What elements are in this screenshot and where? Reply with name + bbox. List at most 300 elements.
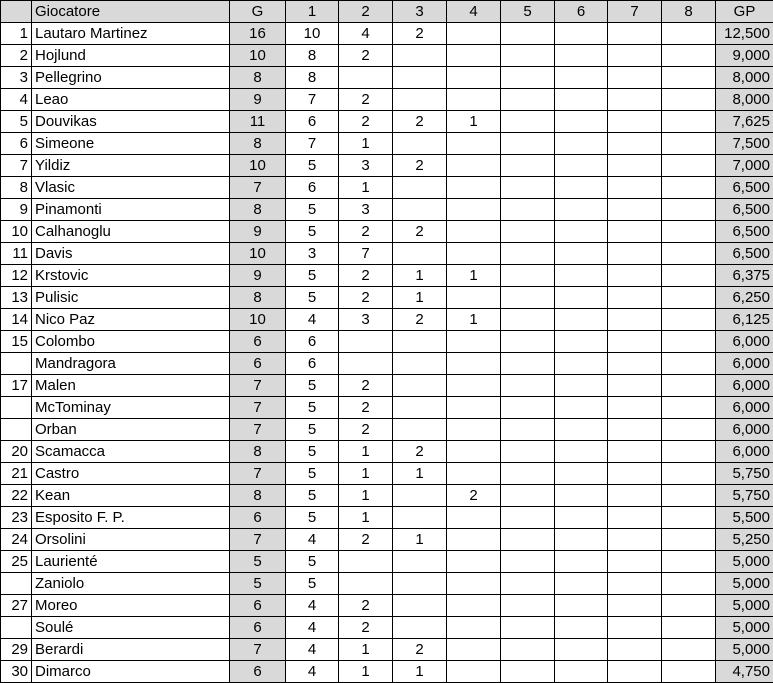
header-player: Giocatore — [32, 1, 230, 23]
col-5-cell — [501, 485, 555, 507]
col-3-cell — [393, 45, 447, 67]
player-name-cell: Krstovic — [32, 265, 230, 287]
header-g: G — [230, 1, 286, 23]
rank-cell: 27 — [1, 595, 32, 617]
gp-cell: 6,000 — [716, 331, 773, 353]
player-name-cell: Berardi — [32, 639, 230, 661]
col-3-cell — [393, 67, 447, 89]
col-7-cell — [608, 529, 662, 551]
table-row — [1, 353, 773, 375]
col-4-cell: 1 — [447, 111, 501, 133]
col-3-cell — [393, 595, 447, 617]
col-4-cell — [447, 375, 501, 397]
col-8-cell — [662, 397, 716, 419]
col-8-cell — [662, 529, 716, 551]
col-6-cell — [555, 111, 608, 133]
col-4-cell — [447, 639, 501, 661]
col-4-cell — [447, 419, 501, 441]
g-cell: 11 — [230, 111, 286, 133]
gp-cell: 6,125 — [716, 309, 773, 331]
table-row — [1, 133, 773, 155]
player-name-cell: Leao — [32, 89, 230, 111]
col-8-cell — [662, 463, 716, 485]
col-2-cell: 1 — [339, 507, 393, 529]
g-cell: 8 — [230, 199, 286, 221]
col-2-cell: 1 — [339, 133, 393, 155]
g-cell: 10 — [230, 243, 286, 265]
col-4-cell — [447, 243, 501, 265]
rank-cell: 20 — [1, 441, 32, 463]
table-body — [1, 23, 773, 683]
rank-cell: 23 — [1, 507, 32, 529]
col-1-cell: 5 — [286, 551, 339, 573]
col-8-cell — [662, 243, 716, 265]
table-row — [1, 463, 773, 485]
g-cell: 6 — [230, 507, 286, 529]
col-4-cell — [447, 45, 501, 67]
col-6-cell — [555, 45, 608, 67]
col-2-cell: 3 — [339, 309, 393, 331]
gp-cell: 6,000 — [716, 353, 773, 375]
col-1-cell: 6 — [286, 177, 339, 199]
col-3-cell: 2 — [393, 155, 447, 177]
col-6-cell — [555, 309, 608, 331]
col-4-cell — [447, 287, 501, 309]
col-5-cell — [501, 331, 555, 353]
rank-cell — [1, 419, 32, 441]
rank-cell: 13 — [1, 287, 32, 309]
table-header — [1, 1, 773, 23]
col-4-cell — [447, 661, 501, 683]
col-6-cell — [555, 177, 608, 199]
col-2-cell: 4 — [339, 23, 393, 45]
col-5-cell — [501, 639, 555, 661]
player-name-cell: Douvikas — [32, 111, 230, 133]
col-3-cell: 2 — [393, 639, 447, 661]
col-5-cell — [501, 199, 555, 221]
col-3-cell: 2 — [393, 309, 447, 331]
gp-cell: 6,500 — [716, 177, 773, 199]
player-name-cell: Lautaro Martinez — [32, 23, 230, 45]
player-name-cell: Esposito F. P. — [32, 507, 230, 529]
player-name-cell: Malen — [32, 375, 230, 397]
header-1: 1 — [286, 1, 339, 23]
col-3-cell — [393, 375, 447, 397]
col-6-cell — [555, 507, 608, 529]
col-2-cell: 1 — [339, 177, 393, 199]
col-5-cell — [501, 441, 555, 463]
table-row — [1, 661, 773, 683]
rank-cell: 7 — [1, 155, 32, 177]
col-2-cell: 2 — [339, 45, 393, 67]
g-cell: 8 — [230, 133, 286, 155]
player-name-cell: Laurienté — [32, 551, 230, 573]
col-7-cell — [608, 133, 662, 155]
col-6-cell — [555, 287, 608, 309]
gp-cell: 8,000 — [716, 67, 773, 89]
col-1-cell: 5 — [286, 441, 339, 463]
col-3-cell — [393, 617, 447, 639]
col-3-cell — [393, 573, 447, 595]
rank-cell: 22 — [1, 485, 32, 507]
rank-cell — [1, 617, 32, 639]
col-1-cell: 6 — [286, 331, 339, 353]
gp-cell: 5,750 — [716, 485, 773, 507]
col-6-cell — [555, 155, 608, 177]
player-name-cell: Orban — [32, 419, 230, 441]
col-7-cell — [608, 243, 662, 265]
col-3-cell — [393, 199, 447, 221]
g-cell: 6 — [230, 331, 286, 353]
col-2-cell: 1 — [339, 639, 393, 661]
player-name-cell: Orsolini — [32, 529, 230, 551]
col-6-cell — [555, 331, 608, 353]
col-3-cell: 1 — [393, 463, 447, 485]
g-cell: 9 — [230, 221, 286, 243]
g-cell: 8 — [230, 67, 286, 89]
col-8-cell — [662, 199, 716, 221]
col-3-cell — [393, 419, 447, 441]
col-4-cell — [447, 551, 501, 573]
col-3-cell — [393, 397, 447, 419]
col-8-cell — [662, 331, 716, 353]
rank-cell: 10 — [1, 221, 32, 243]
col-1-cell: 5 — [286, 375, 339, 397]
col-4-cell: 1 — [447, 309, 501, 331]
col-5-cell — [501, 23, 555, 45]
table-row — [1, 331, 773, 353]
rank-cell: 1 — [1, 23, 32, 45]
header-6: 6 — [555, 1, 608, 23]
col-4-cell: 2 — [447, 485, 501, 507]
col-8-cell — [662, 573, 716, 595]
g-cell: 8 — [230, 485, 286, 507]
col-4-cell — [447, 573, 501, 595]
col-2-cell: 2 — [339, 529, 393, 551]
player-name-cell: Hojlund — [32, 45, 230, 67]
col-4-cell: 1 — [447, 265, 501, 287]
col-8-cell — [662, 67, 716, 89]
g-cell: 10 — [230, 309, 286, 331]
col-2-cell: 1 — [339, 441, 393, 463]
gp-cell: 6,500 — [716, 221, 773, 243]
col-2-cell — [339, 67, 393, 89]
col-7-cell — [608, 397, 662, 419]
player-name-cell: Pellegrino — [32, 67, 230, 89]
rank-cell: 17 — [1, 375, 32, 397]
col-1-cell: 5 — [286, 199, 339, 221]
g-cell: 8 — [230, 287, 286, 309]
col-1-cell: 5 — [286, 265, 339, 287]
col-5-cell — [501, 243, 555, 265]
player-name-cell: Simeone — [32, 133, 230, 155]
col-5-cell — [501, 221, 555, 243]
col-4-cell — [447, 595, 501, 617]
col-1-cell: 7 — [286, 133, 339, 155]
col-6-cell — [555, 463, 608, 485]
col-3-cell — [393, 133, 447, 155]
col-7-cell — [608, 23, 662, 45]
table-row — [1, 529, 773, 551]
col-3-cell — [393, 551, 447, 573]
col-6-cell — [555, 617, 608, 639]
header-2: 2 — [339, 1, 393, 23]
col-1-cell: 5 — [286, 463, 339, 485]
player-name-cell: Castro — [32, 463, 230, 485]
col-7-cell — [608, 45, 662, 67]
rank-cell: 15 — [1, 331, 32, 353]
g-cell: 10 — [230, 45, 286, 67]
player-name-cell: Kean — [32, 485, 230, 507]
col-1-cell: 8 — [286, 67, 339, 89]
table-row — [1, 375, 773, 397]
gp-cell: 5,250 — [716, 529, 773, 551]
col-3-cell: 1 — [393, 529, 447, 551]
player-name-cell: Calhanoglu — [32, 221, 230, 243]
col-1-cell: 5 — [286, 155, 339, 177]
table-row — [1, 507, 773, 529]
col-8-cell — [662, 89, 716, 111]
col-4-cell — [447, 463, 501, 485]
col-6-cell — [555, 133, 608, 155]
col-8-cell — [662, 441, 716, 463]
gp-cell: 6,500 — [716, 199, 773, 221]
col-4-cell — [447, 133, 501, 155]
table-row — [1, 243, 773, 265]
col-1-cell: 4 — [286, 639, 339, 661]
col-7-cell — [608, 661, 662, 683]
col-1-cell: 4 — [286, 617, 339, 639]
gp-cell: 6,000 — [716, 441, 773, 463]
col-7-cell — [608, 595, 662, 617]
rank-cell: 14 — [1, 309, 32, 331]
col-7-cell — [608, 177, 662, 199]
col-5-cell — [501, 133, 555, 155]
col-8-cell — [662, 45, 716, 67]
col-7-cell — [608, 441, 662, 463]
gp-cell: 5,000 — [716, 595, 773, 617]
col-6-cell — [555, 419, 608, 441]
col-5-cell — [501, 287, 555, 309]
col-7-cell — [608, 353, 662, 375]
rank-cell: 24 — [1, 529, 32, 551]
table-row — [1, 639, 773, 661]
table-row — [1, 199, 773, 221]
col-3-cell — [393, 89, 447, 111]
col-4-cell — [447, 89, 501, 111]
rank-cell: 8 — [1, 177, 32, 199]
header-3: 3 — [393, 1, 447, 23]
rank-cell: 25 — [1, 551, 32, 573]
gp-cell: 5,500 — [716, 507, 773, 529]
col-8-cell — [662, 177, 716, 199]
col-3-cell — [393, 331, 447, 353]
col-2-cell — [339, 551, 393, 573]
col-7-cell — [608, 287, 662, 309]
col-6-cell — [555, 221, 608, 243]
g-cell: 8 — [230, 441, 286, 463]
g-cell: 7 — [230, 375, 286, 397]
col-1-cell: 6 — [286, 353, 339, 375]
col-8-cell — [662, 595, 716, 617]
col-2-cell: 1 — [339, 661, 393, 683]
gp-cell: 6,000 — [716, 375, 773, 397]
col-8-cell — [662, 617, 716, 639]
col-2-cell: 1 — [339, 463, 393, 485]
col-2-cell: 2 — [339, 419, 393, 441]
col-3-cell: 2 — [393, 23, 447, 45]
player-name-cell: Pulisic — [32, 287, 230, 309]
col-1-cell: 6 — [286, 111, 339, 133]
col-6-cell — [555, 265, 608, 287]
rank-cell: 5 — [1, 111, 32, 133]
gp-cell: 6,000 — [716, 397, 773, 419]
col-5-cell — [501, 617, 555, 639]
gp-cell: 5,000 — [716, 617, 773, 639]
col-6-cell — [555, 199, 608, 221]
player-name-cell: Zaniolo — [32, 573, 230, 595]
player-name-cell: Yildiz — [32, 155, 230, 177]
gp-cell: 6,375 — [716, 265, 773, 287]
header-5: 5 — [501, 1, 555, 23]
rank-cell: 4 — [1, 89, 32, 111]
col-1-cell: 5 — [286, 507, 339, 529]
col-3-cell: 1 — [393, 265, 447, 287]
g-cell: 6 — [230, 661, 286, 683]
table-row — [1, 573, 773, 595]
col-7-cell — [608, 573, 662, 595]
gp-cell: 4,750 — [716, 661, 773, 683]
g-cell: 16 — [230, 23, 286, 45]
col-8-cell — [662, 23, 716, 45]
col-5-cell — [501, 177, 555, 199]
player-name-cell: Colombo — [32, 331, 230, 353]
col-2-cell: 2 — [339, 221, 393, 243]
table-row — [1, 485, 773, 507]
col-3-cell — [393, 485, 447, 507]
col-3-cell: 2 — [393, 111, 447, 133]
g-cell: 5 — [230, 573, 286, 595]
player-name-cell: Nico Paz — [32, 309, 230, 331]
player-name-cell: Scamacca — [32, 441, 230, 463]
header-8: 8 — [662, 1, 716, 23]
col-7-cell — [608, 155, 662, 177]
col-1-cell: 7 — [286, 89, 339, 111]
g-cell: 7 — [230, 177, 286, 199]
col-2-cell: 2 — [339, 265, 393, 287]
col-2-cell: 2 — [339, 595, 393, 617]
col-7-cell — [608, 67, 662, 89]
header-rank — [1, 1, 32, 23]
col-6-cell — [555, 661, 608, 683]
col-1-cell: 4 — [286, 529, 339, 551]
header-row — [1, 1, 773, 23]
col-5-cell — [501, 353, 555, 375]
col-2-cell: 1 — [339, 485, 393, 507]
col-2-cell: 2 — [339, 111, 393, 133]
col-6-cell — [555, 375, 608, 397]
col-6-cell — [555, 441, 608, 463]
col-1-cell: 3 — [286, 243, 339, 265]
col-4-cell — [447, 617, 501, 639]
col-7-cell — [608, 199, 662, 221]
col-8-cell — [662, 661, 716, 683]
g-cell: 6 — [230, 617, 286, 639]
g-cell: 7 — [230, 463, 286, 485]
table-row — [1, 221, 773, 243]
g-cell: 6 — [230, 353, 286, 375]
rank-cell: 12 — [1, 265, 32, 287]
table-row — [1, 551, 773, 573]
col-2-cell — [339, 353, 393, 375]
col-1-cell: 5 — [286, 419, 339, 441]
player-name-cell: McTominay — [32, 397, 230, 419]
col-4-cell — [447, 67, 501, 89]
table-row — [1, 23, 773, 45]
gp-cell: 5,000 — [716, 551, 773, 573]
gp-cell: 5,000 — [716, 573, 773, 595]
rank-cell: 9 — [1, 199, 32, 221]
table-row — [1, 309, 773, 331]
col-2-cell: 2 — [339, 287, 393, 309]
col-5-cell — [501, 265, 555, 287]
col-7-cell — [608, 111, 662, 133]
gp-cell: 6,000 — [716, 419, 773, 441]
col-8-cell — [662, 133, 716, 155]
g-cell: 7 — [230, 397, 286, 419]
player-name-cell: Vlasic — [32, 177, 230, 199]
gp-cell: 6,250 — [716, 287, 773, 309]
col-4-cell — [447, 331, 501, 353]
col-2-cell — [339, 331, 393, 353]
col-1-cell: 10 — [286, 23, 339, 45]
col-4-cell — [447, 353, 501, 375]
gp-cell: 12,500 — [716, 23, 773, 45]
g-cell: 9 — [230, 89, 286, 111]
col-7-cell — [608, 617, 662, 639]
gp-cell: 9,000 — [716, 45, 773, 67]
rank-cell — [1, 397, 32, 419]
gp-cell: 7,000 — [716, 155, 773, 177]
col-8-cell — [662, 551, 716, 573]
col-8-cell — [662, 265, 716, 287]
g-cell: 5 — [230, 551, 286, 573]
table-row — [1, 617, 773, 639]
col-1-cell: 4 — [286, 661, 339, 683]
table-row — [1, 45, 773, 67]
rank-cell — [1, 573, 32, 595]
col-5-cell — [501, 661, 555, 683]
col-4-cell — [447, 155, 501, 177]
col-6-cell — [555, 595, 608, 617]
g-cell: 7 — [230, 639, 286, 661]
g-cell: 7 — [230, 529, 286, 551]
col-2-cell: 2 — [339, 617, 393, 639]
col-5-cell — [501, 463, 555, 485]
col-7-cell — [608, 419, 662, 441]
col-1-cell: 4 — [286, 595, 339, 617]
player-name-cell: Dimarco — [32, 661, 230, 683]
g-cell: 7 — [230, 419, 286, 441]
col-6-cell — [555, 485, 608, 507]
col-8-cell — [662, 309, 716, 331]
table-row — [1, 111, 773, 133]
col-8-cell — [662, 221, 716, 243]
g-cell: 9 — [230, 265, 286, 287]
rank-cell: 29 — [1, 639, 32, 661]
table-row — [1, 177, 773, 199]
header-7: 7 — [608, 1, 662, 23]
